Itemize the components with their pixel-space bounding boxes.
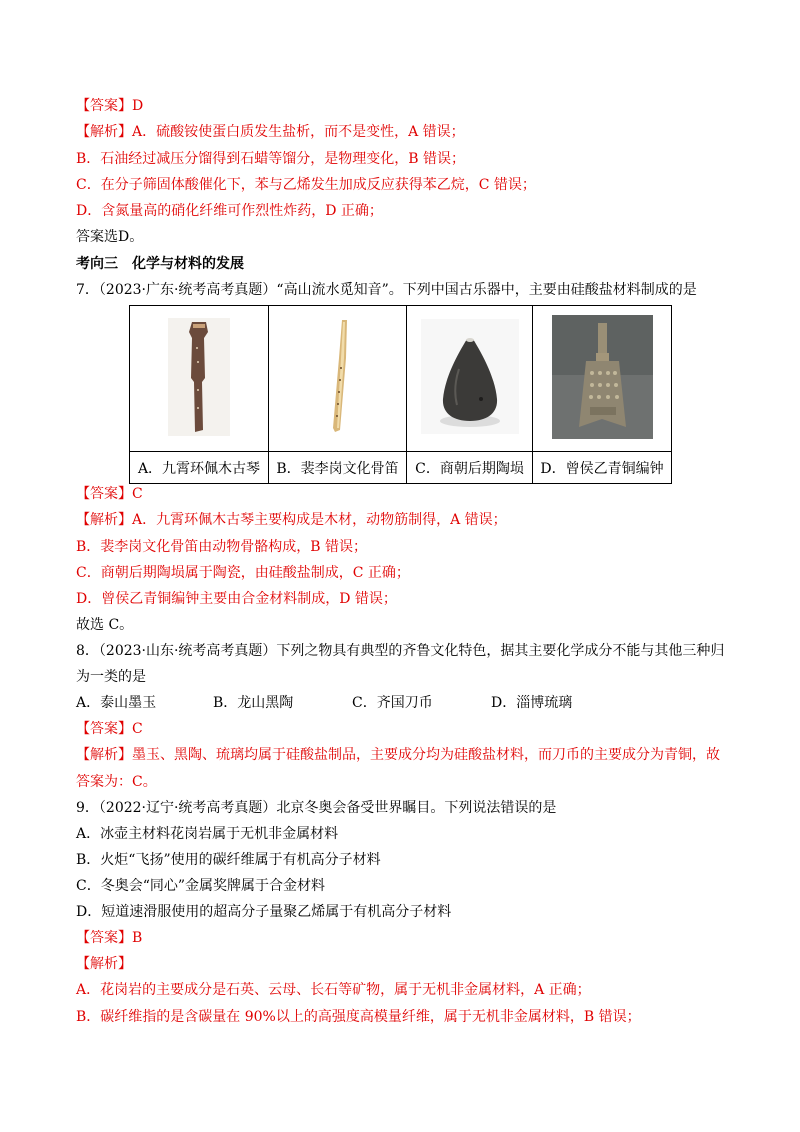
q8-stem-line-1: 8．（2023·山东·统考高考真题）下列之物具有典型的齐鲁文化特色，据其主要化学成分不能与其他三种归 (76, 643, 725, 659)
option-d-image-cell (533, 306, 672, 452)
q9-analysis-heading: 【解析】 (76, 956, 132, 972)
q9-option-c: C．冬奥会“同心”金属奖牌属于合金材料 (76, 878, 326, 894)
analysis-bracket: 【解析】 (76, 747, 132, 763)
q9-option-a: A．冰壶主材料花岗岩属于无机非金属材料 (76, 826, 339, 842)
q9-answer-line (76, 929, 142, 947)
analysis-text: A．九霄环佩木古琴主要构成是木材，动物筋制得，A 错误； (132, 512, 507, 528)
answer-value: D (132, 98, 144, 114)
option-d-label: D．曾侯乙青铜编钟 (533, 452, 672, 484)
q7-analysis-line-1 (76, 511, 507, 529)
pottery-xun-image (421, 319, 519, 434)
q6-analysis-line-3: C．在分子筛固体酸催化下，苯与乙烯发生加成反应获得苯乙烷，C 错误； (76, 177, 536, 193)
q7-stem: 7．（2023·广东·统考高考真题）“高山流水觅知音”。下列中国古乐器中，主要由硅酸盐材料制成的是 (76, 282, 697, 298)
option-a-label: A．九霄环佩木古琴 (130, 452, 269, 484)
answer-value: C (132, 486, 143, 502)
q7-options-table (129, 305, 672, 484)
option-b-image-cell (269, 306, 407, 452)
answer-bracket: 【答案】 (76, 721, 132, 737)
q8-option-b: B．龙山黑陶 (213, 695, 294, 711)
analysis-text: 墨玉、黑陶、琉璃均属于硅酸盐制品，主要成分均为硅酸盐材料，而刀币的主要成分为青铜，故 (132, 747, 720, 763)
section-heading: 考向三 化学与材料的发展 (76, 256, 244, 272)
answer-bracket: 【答案】 (76, 486, 132, 502)
q7-answer-line (76, 485, 143, 503)
q8-analysis-line-1 (76, 746, 720, 764)
analysis-text: A．硫酸铵使蛋白质发生盐析，而不是变性，A 错误； (132, 124, 465, 140)
bone-flute-image (310, 318, 366, 436)
q8-analysis-line-2: 答案为：C。 (76, 774, 157, 790)
guqin-image (168, 318, 230, 436)
answer-value: B (132, 930, 143, 946)
q9-option-b: B．火炬“飞扬”使用的碳纤维属于有机高分子材料 (76, 852, 381, 868)
q6-analysis-line-1 (76, 123, 465, 141)
option-c-label: C．商朝后期陶埙 (407, 452, 533, 484)
q6-conclusion: 答案选D。 (76, 229, 144, 245)
q6-analysis-line-2: B．石油经过减压分馏得到石蜡等馏分，是物理变化，B 错误； (76, 151, 466, 167)
q9-analysis-line-2: B．碳纤维指的是含碳量在 90%以上的高强度高模量纤维，属于无机非金属材料，B 错误； (76, 1009, 641, 1025)
q7-analysis-line-2: B．裴李岗文化骨笛由动物骨骼构成，B 错误； (76, 539, 368, 555)
answer-value: C (132, 721, 143, 737)
q6-answer-line (76, 97, 143, 115)
answer-bracket: 【答案】 (76, 98, 132, 114)
analysis-bracket: 【解析】 (76, 124, 132, 140)
q8-answer-line (76, 720, 143, 738)
q7-conclusion: 故选 C。 (76, 617, 134, 633)
q7-analysis-line-3: C．商朝后期陶埙属于陶瓷，由硅酸盐制成，C 正确； (76, 565, 410, 581)
answer-bracket: 【答案】 (76, 930, 132, 946)
bronze-bell-image (552, 315, 653, 439)
analysis-bracket: 【解析】 (76, 512, 132, 528)
q8-option-a: A．泰山墨玉 (76, 695, 157, 711)
q6-analysis-line-4: D．含氮量高的硝化纤维可作烈性炸药，D 正确； (76, 203, 383, 219)
option-a-image-cell (130, 306, 269, 452)
option-c-image-cell (407, 306, 533, 452)
q9-stem: 9．（2022·辽宁·统考高考真题）北京冬奥会备受世界瞩目。下列说法错误的是 (76, 800, 557, 816)
q9-analysis-line-1: A．花岗岩的主要成分是石英、云母、长石等矿物，属于无机非金属材料，A 正确； (76, 982, 591, 998)
q8-option-c: C．齐国刀币 (352, 695, 433, 711)
q8-option-d: D．淄博琉璃 (491, 695, 573, 711)
q8-stem-line-2: 为一类的是 (76, 669, 146, 685)
q7-analysis-line-4: D．曾侯乙青铜编钟主要由合金材料制成，D 错误； (76, 591, 397, 607)
q9-option-d: D．短道速滑服使用的超高分子量聚乙烯属于有机高分子材料 (76, 904, 452, 920)
option-b-label: B．裴李岗文化骨笛 (269, 452, 407, 484)
